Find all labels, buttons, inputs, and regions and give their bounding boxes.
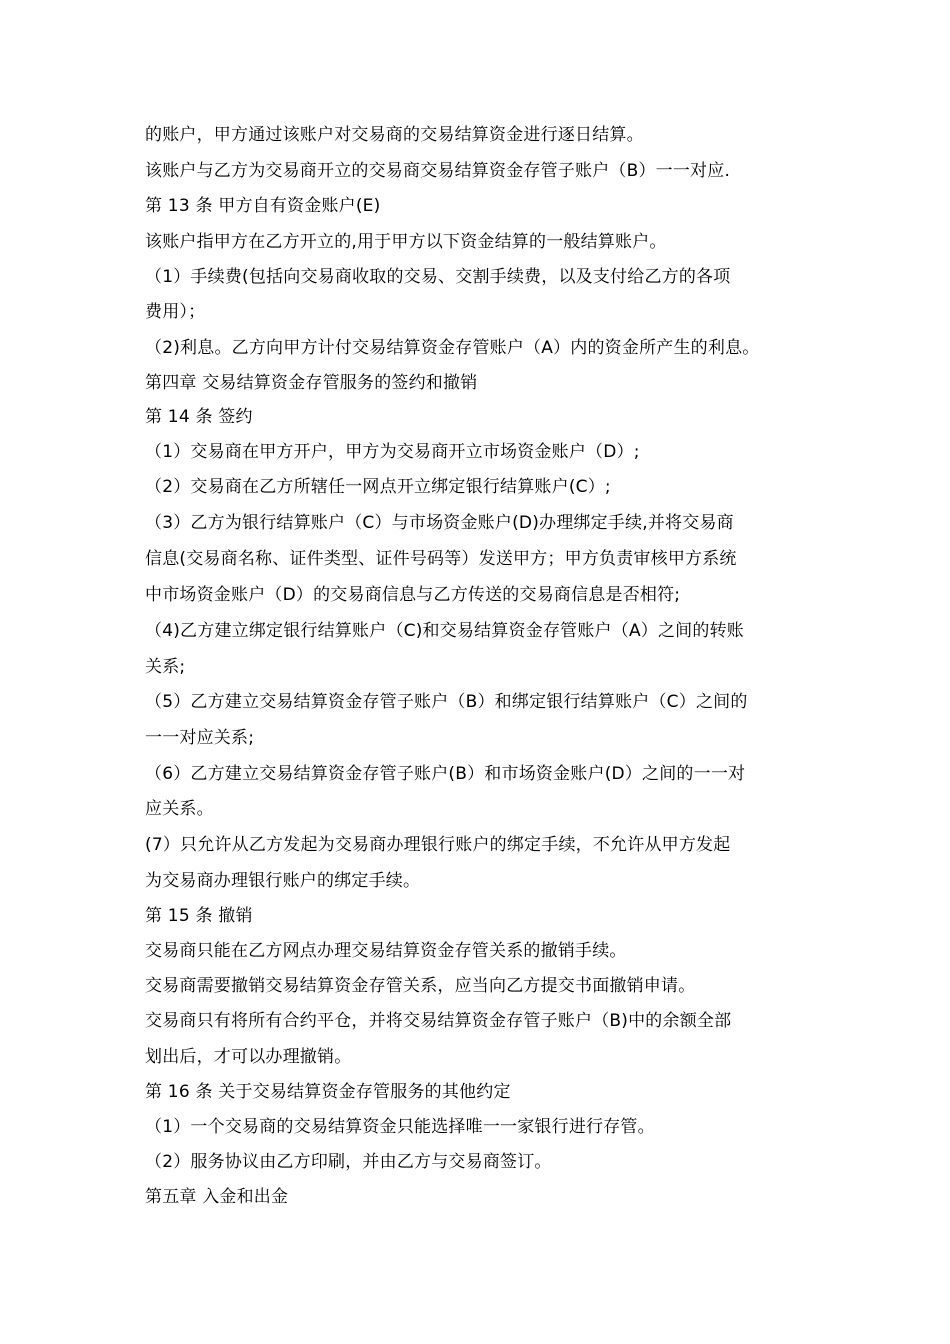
chapter-heading: 第四章 交易结算资金存管服务的签约和撤销: [145, 373, 478, 393]
list-item: （1）手续费(包括向交易商收取的交易、交割手续费，以及支付给乙方的各项: [145, 267, 731, 287]
list-item: （2)利息。乙方向甲方计付交易结算资金存管账户（A）内的资金所产生的利息。: [145, 338, 760, 358]
section-heading: 第 13 条 甲方自有资金账户(E): [145, 196, 381, 216]
text-line: 信息(交易商名称、证件类型、证件号码等）发送甲方；甲方负责审核甲方系统: [145, 549, 737, 569]
list-item: (7）只允许从乙方发起为交易商办理银行账户的绑定手续，不允许从甲方发起: [145, 835, 731, 855]
text-line: 交易商只能在乙方网点办理交易结算资金存管关系的撤销手续。: [145, 941, 627, 961]
text-line: 交易商只有将所有合约平仓，并将交易结算资金存管子账户（B)中的余额全部: [145, 1011, 732, 1031]
text-line: 为交易商办理银行账户的绑定手续。: [145, 871, 421, 891]
text-line: 的账户，甲方通过该账户对交易商的交易结算资金进行逐日结算。: [145, 125, 644, 145]
text-line: 关系;: [145, 657, 186, 677]
list-item: （1）交易商在甲方开户，甲方为交易商开立市场资金账户（D）;: [145, 442, 640, 462]
list-item: （2）服务协议由乙方印刷，并由乙方与交易商签订。: [145, 1152, 552, 1172]
list-item: （6）乙方建立交易结算资金存管子账户(B）和市场资金账户(D）之间的一一对: [145, 764, 746, 784]
section-heading: 第 15 条 撤销: [145, 906, 253, 926]
section-heading: 第 16 条 关于交易结算资金存管服务的其他约定: [145, 1082, 511, 1102]
text-line: 费用）；: [145, 302, 206, 322]
text-line: 交易商需要撤销交易结算资金存管关系，应当向乙方提交书面撤销申请。: [145, 976, 696, 996]
text-line: 划出后，才可以办理撤销。: [145, 1047, 352, 1067]
chapter-heading: 第五章 入金和出金: [145, 1187, 289, 1207]
list-item: （4)乙方建立绑定银行结算账户（C)和交易结算资金存管账户（A）之间的转账: [145, 621, 744, 641]
list-item: （3）乙方为银行结算账户（C）与市场资金账户(D)办理绑定手续,并将交易商: [145, 513, 734, 533]
section-heading: 第 14 条 签约: [145, 407, 253, 427]
list-item: （5）乙方建立交易结算资金存管子账户（B）和绑定银行结算账户（C）之间的: [145, 692, 748, 712]
text-line: 应关系。: [145, 799, 214, 819]
list-item: （2）交易商在乙方所辖任一网点开立绑定银行结算账户(C）;: [145, 477, 611, 497]
text-line: 该账户指甲方在乙方开立的,用于甲方以下资金结算的一般结算账户。: [145, 232, 667, 252]
text-line: 该账户与乙方为交易商开立的交易商交易结算资金存管子账户（B）一一对应.: [145, 161, 731, 181]
list-item: （1）一个交易商的交易结算资金只能选择唯一一家银行进行存管。: [145, 1117, 655, 1137]
text-line: 中市场资金账户（D）的交易商信息与乙方传送的交易商信息是否相符;: [145, 585, 681, 605]
text-line: 一一对应关系;: [145, 728, 255, 748]
